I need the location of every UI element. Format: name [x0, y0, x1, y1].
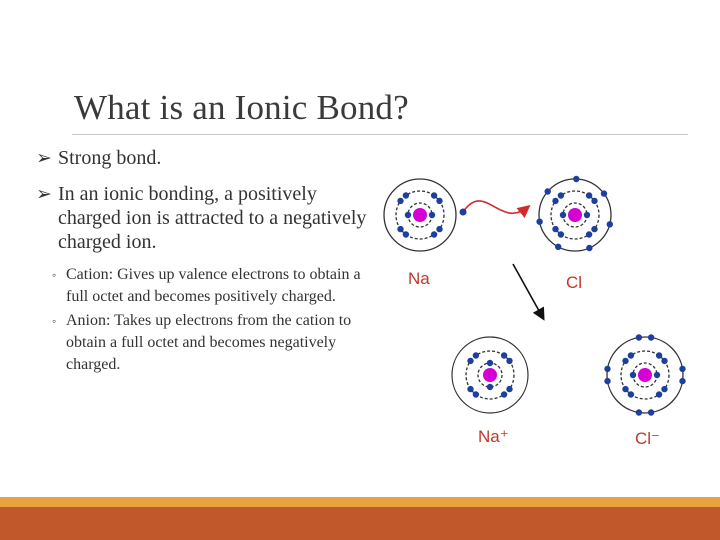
electron [558, 231, 564, 237]
footer-bar [0, 507, 720, 540]
electron [601, 190, 607, 196]
electron [436, 198, 442, 204]
sub-bullet-circle-icon: ◦ [52, 268, 57, 282]
nucleus [483, 368, 497, 382]
nucleus [413, 208, 427, 222]
electron [536, 219, 542, 225]
electron [679, 378, 685, 384]
label-cl: Cl [566, 273, 583, 292]
electron [501, 391, 507, 397]
electron [679, 366, 685, 372]
electron [584, 212, 590, 218]
electron [604, 378, 610, 384]
electron [654, 372, 660, 378]
sub-bullet-text: Anion: Takes up electrons from the cation to obtain a full octet and becomes negatively charged. [66, 312, 352, 373]
electron [555, 244, 561, 250]
label-na-ion: Na⁺ [478, 427, 509, 446]
title-divider [72, 134, 688, 135]
electron [628, 352, 634, 358]
electron [487, 384, 493, 390]
electron [591, 198, 597, 204]
electron [622, 386, 628, 392]
bullet-arrow-icon: ➢ [36, 147, 52, 169]
electron [467, 358, 473, 364]
electron [397, 226, 403, 232]
electron [403, 192, 409, 198]
electron [604, 366, 610, 372]
ion-cl-minus [604, 334, 685, 415]
electron [431, 192, 437, 198]
electron [473, 352, 479, 358]
electron [436, 226, 442, 232]
electron [586, 231, 592, 237]
electron [630, 372, 636, 378]
footer-bar-accent [0, 497, 720, 507]
electron [622, 358, 628, 364]
electron [487, 360, 493, 366]
diagram-svg [360, 160, 720, 460]
electron [473, 391, 479, 397]
nucleus [638, 368, 652, 382]
electron [636, 409, 642, 415]
electron [656, 391, 662, 397]
label-na: Na [408, 269, 430, 288]
electron [506, 358, 512, 364]
atom-cl [536, 176, 613, 251]
electron [405, 212, 411, 218]
electron [403, 231, 409, 237]
electron [560, 212, 566, 218]
electron [586, 192, 592, 198]
electron [558, 192, 564, 198]
bullet-text: In an ionic bonding, a positively charged ion is attracted to a negatively charged ion. [58, 183, 367, 253]
electron [573, 176, 579, 182]
bullet-arrow-icon: ➢ [36, 183, 52, 205]
bullet-strong-bond [36, 146, 381, 170]
atom-na [384, 179, 456, 251]
electron [648, 409, 654, 415]
sub-bullet-anion [36, 310, 366, 376]
sub-bullet-cation [36, 264, 366, 308]
electron [648, 334, 654, 340]
electron [552, 198, 558, 204]
electron [607, 221, 613, 227]
electron [586, 245, 592, 251]
electron [397, 198, 403, 204]
electron [545, 188, 551, 194]
electron [431, 231, 437, 237]
electron [501, 352, 507, 358]
electron [552, 226, 558, 232]
electron [506, 386, 512, 392]
bullet-list [36, 146, 381, 378]
electron [591, 226, 597, 232]
ion-na-plus [452, 337, 528, 413]
bullet-text: Strong bond. [58, 147, 162, 169]
electron [661, 386, 667, 392]
electron-transfer-arrow [463, 201, 528, 213]
bullet-ionic-bonding [36, 182, 381, 254]
transferring-electron [460, 209, 467, 216]
electron [661, 358, 667, 364]
nucleus [568, 208, 582, 222]
slide-title: What is an Ionic Bond? [74, 88, 409, 127]
sub-bullet-text: Cation: Gives up valence electrons to obtain a full octet and becomes positively charged. [66, 266, 361, 305]
ionic-bond-diagram [360, 160, 720, 460]
electron [429, 212, 435, 218]
electron [636, 334, 642, 340]
electron [656, 352, 662, 358]
label-cl-ion: Cl⁻ [635, 429, 661, 448]
electron [628, 391, 634, 397]
electron [467, 386, 473, 392]
sub-bullet-circle-icon: ◦ [52, 314, 57, 328]
reaction-arrow [513, 264, 543, 318]
